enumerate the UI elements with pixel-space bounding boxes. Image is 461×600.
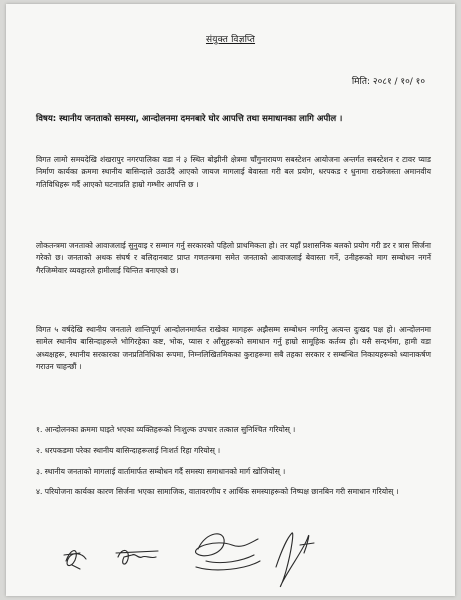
paragraph-1: विगत लामो समयदेखि शंखरापुर नगरपालिका वडा नं ३ स्थित बोझीनी क्षेत्रमा चाँगुनारायण सबस्टेशन आयोजना अन्तर्गत सबस्टेशन र टावर प्याड निर्माण कार्यका क्रममा स्थानीय बासिन्दाले उठाउँदै आएको जायज मागलाई बेवास्ता गरी बल प्रयोग, धरपकड र धुनामा राख्नेजस्ता अमानवीय गतिविधिहरू गर्दै आएको घटनाप्रति हाम्रो गम्भीर आपत्ति छ । (36, 155, 431, 189)
demand-item-1: १. आन्दोलनका क्रममा घाइते भएका व्यक्तिहरूको निःशुल्क उपचार तत्काल सुनिश्चित गरियोस् । (36, 425, 296, 434)
demand-list (36, 424, 431, 507)
demand-item-3: ३. स्थानीय जनताको मागलाई वार्तामार्फत सम्बोधन गर्दै समस्या समाधानको मार्ग खोजियोस् । (36, 466, 286, 476)
signatures-area (46, 509, 346, 599)
document-page (6, 4, 455, 596)
document-date: मिति: २०८१ / १०/ १० (351, 77, 425, 87)
signature-4 (276, 533, 314, 587)
signature-3 (196, 534, 260, 570)
signature-1 (64, 551, 86, 569)
demand-item-2: २. धरपकडमा परेका स्थानीय बासिन्दाहरूलाई निःशर्त रिहा गरियोस् । (36, 445, 221, 455)
document-subject: विषय: स्थानीय जनताको समस्या, आन्दोलनमा दमनबारे घोर आपत्ति तथा समाधानका लागि अपील । (36, 114, 343, 124)
signature-2 (116, 550, 158, 564)
paragraph-3: विगत ५ वर्षदेखि स्थानीय जनताले शान्तिपूर्ण आन्दोलनमार्फत राखेका मागहरू अझैसम्म सम्बोधन नगरिनु अत्यन्त दुःखद पक्ष हो। आन्दोलनमा सामेल स्थानीय बासिन्दाहरूले भोगिरहेका कष्ट, भोक, प्यास र आँसुहरूको समाधान गर्नु हाम्रो सामूहिक कर्तव्य हो। यसै सन्दर्भमा, हामी वडा अध्यक्षहरू, स्थानीय सरकारका जनप्रतिनिधिका रूपमा, निम्नलिखितमिकका कुराहरूमा सबै तहका सरकार र सम्बन्धित निकायहरूको ध्यानाकर्षण गराउन चाहन्छौं । (36, 325, 431, 371)
document-title: संयुक्त विज्ञप्ति (205, 35, 256, 45)
demand-item-4: ४. परियोजना कार्यका कारण सिर्जना भएका सामाजिक, वातावरणीय र आर्थिक समस्याहरूको निष्पक्ष छानबिन गरी समाधान गरियोस् । (36, 487, 399, 497)
paragraph-2: लोकतन्त्रमा जनताको आवाजलाई सुनुवाइ र सम्मान गर्नु सरकारको पहिलो प्राथमिकता हो। तर यहाँ प्रशासनिक बलको प्रयोग गरी डर र त्रास सिर्जना गरेको छ। जनताको अथक संघर्ष र बलिदानबाट प्राप्त गणतन्त्रमा समेत जनताको आवाजलाई बेवास्ता गर्ने, उनीहरूको माग सम्बोधन नगर्ने गैरजिम्मेवार व्यवहारले हामीलाई चिन्तित बनाएको छ। (36, 241, 431, 275)
